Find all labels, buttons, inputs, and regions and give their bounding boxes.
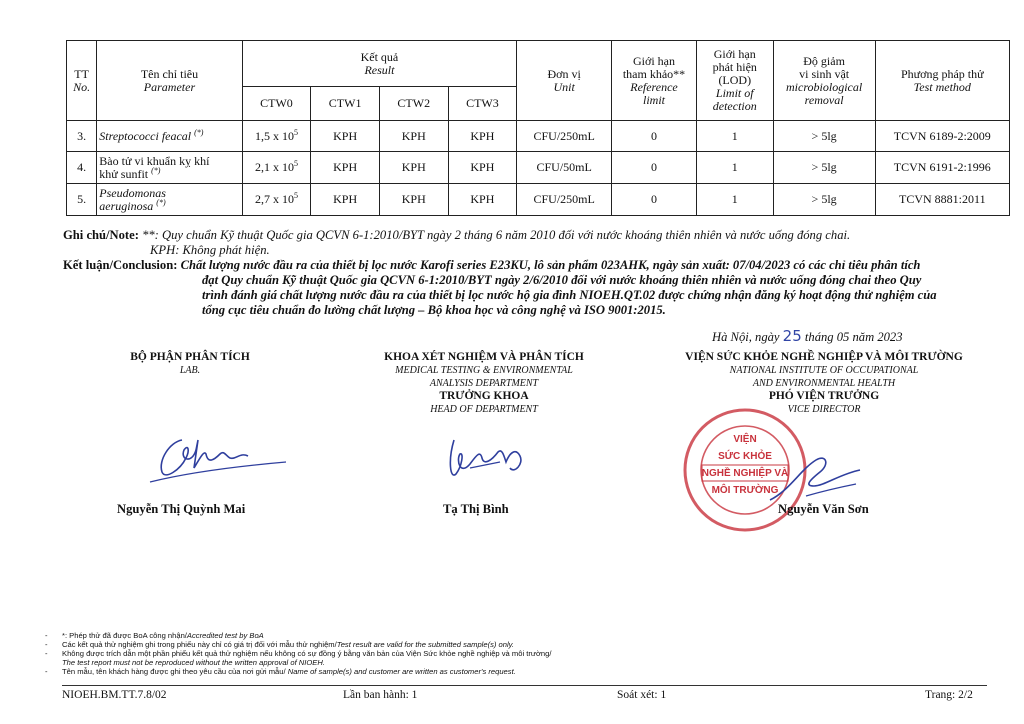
stamp-text-1: VIỆN bbox=[733, 434, 757, 445]
row-parameter: Pseudomonas aeruginosa (*) bbox=[97, 184, 242, 216]
signer-name-dept: Tạ Thị Bình bbox=[443, 502, 509, 516]
col-header-ctw2: CTW2 bbox=[379, 87, 448, 121]
stamp-text-3: NGHỀ NGHIỆP VÀ bbox=[701, 468, 789, 479]
footer-code: NIOEH.BM.TT.7.8/02 bbox=[62, 689, 167, 701]
row-ctw3: KPH bbox=[448, 121, 517, 152]
row-method: TCVN 8881:2011 bbox=[875, 184, 1009, 216]
row-number: 4. bbox=[67, 152, 97, 184]
row-unit: CFU/250mL bbox=[517, 121, 612, 152]
footer-issue: Lần ban hành: 1 bbox=[343, 689, 418, 701]
signature-director-icon bbox=[760, 440, 870, 510]
row-reference: 0 bbox=[612, 121, 697, 152]
date-line: Hà Nội, ngày 25 tháng 05 năm 2023 bbox=[712, 327, 903, 345]
col-header-lod: Giới hạn phát hiện (LOD) Limit of detection bbox=[696, 41, 773, 121]
row-ctw2: KPH bbox=[379, 184, 448, 216]
stamp-text-2: SỨC KHỎE bbox=[718, 451, 772, 462]
row-number: 5. bbox=[67, 184, 97, 216]
footer-divider bbox=[62, 685, 987, 686]
col-header-ctw3: CTW3 bbox=[448, 87, 517, 121]
footer-page-number: Trang: 2/2 bbox=[925, 689, 973, 701]
table-row bbox=[67, 152, 1010, 184]
row-lod: 1 bbox=[696, 152, 773, 184]
row-ctw2: KPH bbox=[379, 152, 448, 184]
footnote: - Các kết quả thử nghiệm ghi trong phiếu này chỉ có giá trị đối với mẫu thử nghiệm/Test result are valid for the submitted sample(s) only. bbox=[45, 640, 515, 649]
col-header-ctw1: CTW1 bbox=[311, 87, 380, 121]
conclusion-line-4: tổng cục tiêu chuẩn đo lường chất lượng – Bộ khoa học và công nghệ và ISO 9001:2015. bbox=[202, 303, 666, 317]
table-row bbox=[67, 184, 1010, 216]
footnote: The test report must not be reproduced without the written approval of NIOEH. bbox=[62, 658, 325, 667]
row-reference: 0 bbox=[612, 152, 697, 184]
row-reference: 0 bbox=[612, 184, 697, 216]
footnote: - *: Phép thử đã được BoA công nhận/Accredited test by BoA bbox=[45, 631, 264, 640]
table-row bbox=[67, 121, 1010, 152]
row-ctw0: 1,5 x $10^5$ bbox=[242, 121, 311, 152]
stamp-text-4: MÔI TRƯỜNG bbox=[711, 485, 779, 496]
row-unit: CFU/50mL bbox=[517, 152, 612, 184]
row-reduction: > 5lg bbox=[773, 152, 875, 184]
signature-block-institute: VIỆN SỨC KHỎE NGHỀ NGHIỆP VÀ MÔI TRƯỜNG NATIONAL INSTITUTE OF OCCUPATIONAL AND ENVIRONMENTAL HEALTH PHÓ VIỆN TRƯỞNG VICE DIRECTOR bbox=[685, 351, 963, 415]
col-header-reduction: Độ giảm vi sinh vật microbiological removal bbox=[773, 41, 875, 121]
header-row-1 bbox=[67, 41, 1010, 87]
notes-section bbox=[63, 228, 1018, 318]
footnote: - Tên mẫu, tên khách hàng được ghi theo yêu cầu của nơi gửi mẫu/ Name of sample(s) and customer are written as customer's request. bbox=[45, 667, 516, 676]
row-reduction: > 5lg bbox=[773, 121, 875, 152]
row-number: 3. bbox=[67, 121, 97, 152]
col-header-tt: TT No. bbox=[67, 41, 97, 121]
signature-lab-icon bbox=[140, 420, 290, 490]
row-lod: 1 bbox=[696, 121, 773, 152]
signer-name-lab: Nguyễn Thị Quỳnh Mai bbox=[117, 502, 246, 516]
col-header-parameter: Tên chỉ tiêu Parameter bbox=[97, 41, 242, 121]
row-reduction: > 5lg bbox=[773, 184, 875, 216]
row-ctw3: KPH bbox=[448, 152, 517, 184]
signer-name-director: Nguyễn Văn Sơn bbox=[778, 502, 869, 516]
footnotes bbox=[45, 631, 945, 676]
footer-review: Soát xét: 1 bbox=[617, 689, 667, 701]
row-ctw1: KPH bbox=[311, 184, 380, 216]
col-header-ctw0: CTW0 bbox=[242, 87, 311, 121]
row-method: TCVN 6191-2:1996 bbox=[875, 152, 1009, 184]
conclusion-line-3: trình đánh giá chất lượng nước đầu ra của thiết bị lọc nước hộ gia đình NIOEH.QT.02 được chứng nhận đăng ký hoạt động thử nghiệm của bbox=[202, 288, 937, 302]
row-ctw3: KPH bbox=[448, 184, 517, 216]
note-line: Ghi chú/Note: **: Quy chuẩn Kỹ thuật Quốc gia QCVN 6-1:2010/BYT ngày 2 tháng 6 năm 2010 đối với nước khoáng thiên nhiên và nước uống đóng chai. bbox=[63, 228, 851, 242]
conclusion: Kết luận/Conclusion: Chất lượng nước đầu ra của thiết bị lọc nước Karofi series E23KU, lô sản phẩm 023AHK, ngày sản xuất: 07/04/2023 có các chỉ tiêu phân tích bbox=[63, 258, 921, 272]
col-header-unit: Đơn vị Unit bbox=[517, 41, 612, 121]
col-header-result: Kết quả Result bbox=[242, 41, 517, 87]
date-day-handwritten: 25 bbox=[782, 327, 802, 345]
signature-block-dept: KHOA XÉT NGHIỆM VÀ PHÂN TÍCH MEDICAL TESTING & ENVIRONMENTAL ANALYSIS DEPARTMENT TRƯỞNG KHOA HEAD OF DEPARTMENT bbox=[384, 351, 584, 415]
footnote: - Không được trích dẫn một phần phiếu kết quả thử nghiệm nếu không có sự đồng ý bằng văn bản của Viện Sức khỏe nghề nghiệp và môi trường/ bbox=[45, 649, 552, 658]
row-ctw1: KPH bbox=[311, 152, 380, 184]
row-lod: 1 bbox=[696, 184, 773, 216]
row-ctw2: KPH bbox=[379, 121, 448, 152]
conclusion-line-2: đạt Quy chuẩn Kỹ thuật Quốc gia QCVN 6-1:2010/BYT ngày 2/6/2010 đối với nước khoáng thiên nhiên và nước uống đóng chai theo Quy bbox=[202, 273, 922, 287]
row-parameter: Bào tử vi khuẩn kỵ khí khử sunfit (*) bbox=[97, 152, 242, 184]
row-ctw1: KPH bbox=[311, 121, 380, 152]
col-header-method: Phương pháp thử Test method bbox=[875, 41, 1009, 121]
row-parameter: Streptococci feacal (*) bbox=[97, 121, 242, 152]
row-unit: CFU/250mL bbox=[517, 184, 612, 216]
row-method: TCVN 6189-2:2009 bbox=[875, 121, 1009, 152]
kph-note: KPH: Không phát hiện. bbox=[150, 243, 270, 257]
row-ctw0: 2,7 x $10^5$ bbox=[242, 184, 311, 216]
signature-dept-icon bbox=[440, 430, 550, 490]
row-ctw0: 2,1 x $10^5$ bbox=[242, 152, 311, 184]
signature-block-lab: BỘ PHẬN PHÂN TÍCH LAB. bbox=[130, 351, 250, 376]
results-table bbox=[66, 40, 1010, 216]
col-header-reference: Giới hạn tham khảo** Reference limit bbox=[612, 41, 697, 121]
